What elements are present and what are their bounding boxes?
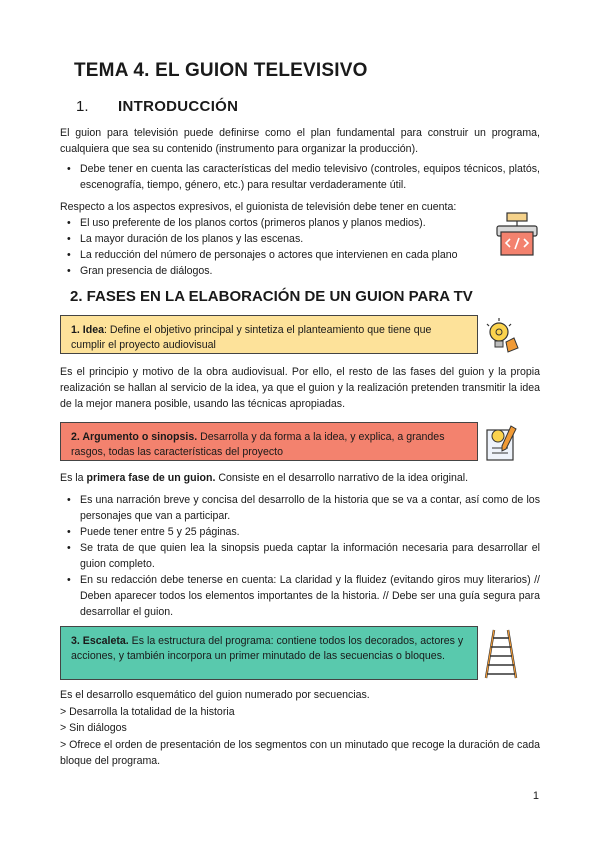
sinopsis-description — [60, 470, 540, 486]
escaleta-lines — [60, 687, 540, 770]
idea-description: Es el principio y motivo de la obra audiovisual. Por ello, el resto de las fases del guion y la propia realización se hallan al servicio de la idea, ya que el guion y la realización pretenden transmitir la idea de la mejor manera posible, usando las técnicas apropiadas. — [60, 366, 540, 410]
writing-pen-icon — [484, 422, 522, 462]
list-item: • Gran presencia de diálogos. — [60, 263, 490, 279]
sinopsis-desc-bold: primera fase de un guion. — [86, 472, 216, 484]
sinopsis-desc-post: Consiste en el desarrollo narrativo de la idea original. — [215, 472, 469, 484]
idea-box — [60, 315, 478, 354]
escaleta-box — [60, 626, 478, 680]
idea-text: : Define el objetivo principal y sintetiza el planteamiento que tiene que cumplir el proyecto audiovisual — [71, 324, 432, 351]
section-heading-fases: 2. FASES EN LA ELABORACIÓN DE UN GUION PARA TV — [70, 288, 473, 305]
ladder-icon — [483, 628, 519, 680]
escaleta-text: Es la estructura del programa: contiene todos los decorados, actores y acciones, y también incorpora un primer minutado de las secuencias o bloques. — [71, 635, 464, 662]
list-item: • El uso preferente de los planos cortos (primeros planos y planos medios). — [60, 215, 490, 231]
list-item: • Debe tener en cuenta las características del medio televisivo (controles, equipos técnicos, platós, escenografía, tiempo, género, etc.) para resultar verdaderamente útil. — [60, 161, 540, 193]
list-item: • Puede tener entre 5 y 25 páginas. — [60, 524, 540, 540]
sinopsis-bullet-list — [60, 492, 540, 620]
aspects-list — [60, 215, 490, 279]
escaleta-line: Es el desarrollo esquemático del guion numerado por secuencias. — [60, 689, 370, 701]
list-item: • La mayor duración de los planos y las escenas. — [60, 231, 490, 247]
list-item: • Se trata de que quien lea la sinopsis pueda captar la información necesaria para desarrollar el guion completo. — [60, 540, 540, 572]
intro-bullet-list — [60, 161, 540, 193]
idea-label: 1. Idea — [71, 324, 104, 336]
escaleta-line: > Desarrolla la totalidad de la historia — [60, 705, 235, 718]
list-item: • En su redacción debe tenerse en cuenta: La claridad y la fluidez (evitando giros muy literarios) // Deben aparecer todos los elementos importantes de la historia. // Debe ser una guía segura para desarrollar el guion. — [60, 572, 540, 620]
sinopsis-label: 2. Argumento o sinopsis. — [71, 431, 198, 443]
sinopsis-text: Desarrolla y da forma a la idea, y explica, a grandes rasgos, todas las características del proyecto — [71, 431, 445, 458]
section-heading-introduccion: INTRODUCCIÓN — [118, 98, 239, 115]
section-number: 1. — [76, 98, 89, 115]
page-number: 1 — [532, 790, 539, 802]
lightbulb-idea-icon — [482, 316, 522, 356]
sinopsis-box — [60, 422, 478, 461]
page-title: TEMA 4. EL GUION TELEVISIVO — [74, 60, 368, 81]
list-item: • La reducción del número de personajes o actores que intervienen en cada plano — [60, 247, 490, 263]
intro-definition: El guion para televisión puede definirse como el plan fundamental para construir un programa, cualquiera que sea su contenido (instrumento para organizar la producción). — [60, 127, 540, 155]
escaleta-line: > Sin diálogos — [60, 722, 127, 734]
list-item: • Es una narración breve y concisa del desarrollo de la historia que se va a contar, así como de los personajes que van a participar. — [60, 492, 540, 524]
escaleta-label: 3. Escaleta. — [71, 635, 129, 647]
aspects-lead: Respecto a los aspectos expresivos, el guionista de televisión debe tener en cuenta: — [60, 201, 457, 213]
code-document-icon — [495, 212, 539, 256]
escaleta-line: > Ofrece el orden de presentación de los segmentos con un minutado que recoge la duración de cada bloque del programa. — [60, 738, 540, 767]
sinopsis-desc-pre: Es la — [60, 472, 87, 484]
